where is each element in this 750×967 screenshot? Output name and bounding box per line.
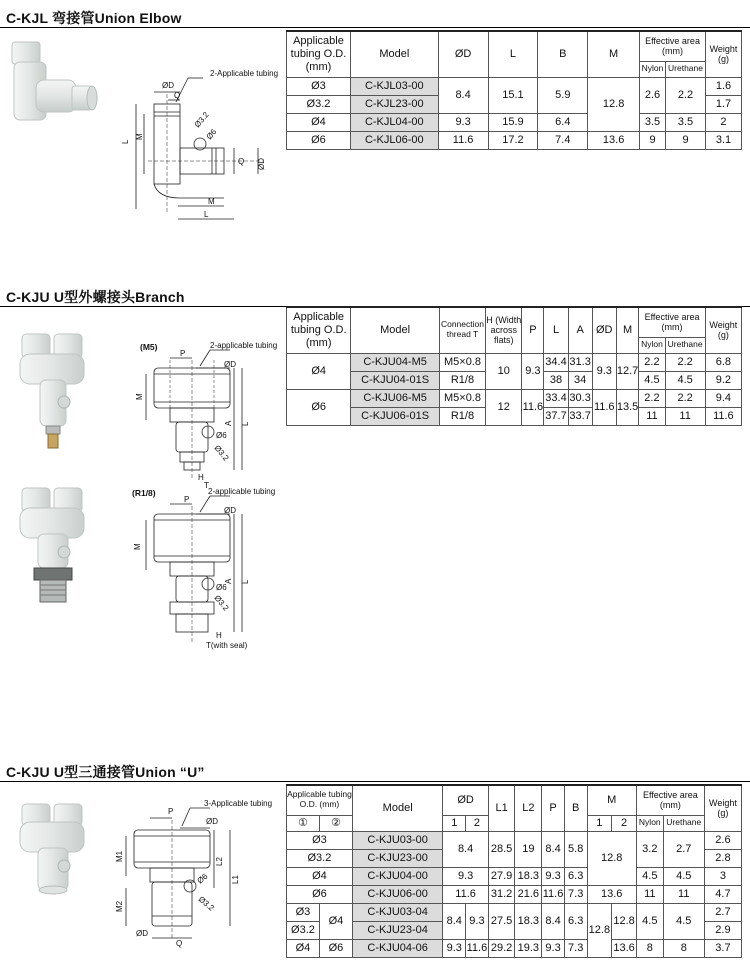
- table-row: [287, 885, 742, 903]
- col-header-nylon: Nylon: [639, 337, 665, 353]
- cell-l: 34.4: [544, 353, 568, 371]
- col-header-l2: L2: [515, 785, 542, 831]
- cell-l: 15.1: [488, 77, 538, 113]
- cell-connection-thread: R1/8: [439, 371, 485, 389]
- cell-p: 11.6: [542, 885, 565, 903]
- drawing-label-phi6: Ø6: [216, 583, 227, 592]
- cell-a: 34: [568, 371, 592, 389]
- col-header-od-1: 1: [443, 815, 466, 831]
- drawing-label-l2: L2: [215, 857, 224, 866]
- drawing-label-phi6: Ø6: [204, 127, 219, 142]
- branch-r18-product-photo: [18, 484, 88, 624]
- drawing-label-applicable: 2-applicable tubing: [210, 341, 278, 350]
- cell-l: 15.9: [488, 113, 538, 131]
- cell-m: 13.6: [587, 885, 636, 903]
- table-row: [287, 113, 742, 131]
- cell-model: C-KJU06-00: [352, 885, 443, 903]
- col-header-weight: Weight (g): [704, 785, 741, 831]
- cell-b: 6.3: [564, 903, 587, 939]
- col-header-urethane: Urethane: [665, 337, 705, 353]
- cell-tubing-2: Ø6: [319, 939, 352, 957]
- cell-weight: 3.1: [705, 131, 741, 149]
- cell-tubing: Ø6: [287, 885, 353, 903]
- table-row: [287, 389, 742, 407]
- cell-nylon: 4.5: [636, 903, 663, 939]
- section-title-branch: C-KJU U型外螺接头Branch: [6, 289, 185, 305]
- table-row: [287, 131, 742, 149]
- cell-urethane: 11: [665, 407, 705, 425]
- cell-b: 7.4: [538, 131, 588, 149]
- col-header-p: P: [542, 785, 565, 831]
- cell-nylon: 8: [636, 939, 663, 957]
- drawing-label-q: Q: [176, 939, 183, 948]
- drawing-label-phi6: Ø6: [195, 871, 210, 886]
- cell-weight: 6.8: [705, 353, 741, 371]
- cell-urethane: 4.5: [663, 903, 704, 939]
- cell-nylon: 2.2: [639, 353, 665, 371]
- drawing-label-od: ØD: [224, 506, 236, 515]
- cell-l1: 28.5: [488, 831, 515, 867]
- cell-model: C-KJL06-00: [350, 131, 438, 149]
- cell-od: 9.3: [592, 353, 616, 389]
- drawing-label-t: T(with seal): [206, 641, 248, 650]
- cell-urethane: 4.5: [665, 371, 705, 389]
- cell-b: 7.3: [564, 885, 587, 903]
- cell-model: C-KJU06-01S: [351, 407, 440, 425]
- col-header-model: Model: [351, 307, 440, 353]
- drawing-label-p: P: [168, 807, 174, 816]
- cell-l1: 27.9: [488, 867, 515, 885]
- cell-p: 11.6: [522, 389, 544, 425]
- cell-model: C-KJU04-06: [352, 939, 443, 957]
- section-title-union-u: C-KJU U型三通接管Union “U”: [6, 764, 205, 780]
- col-header-connection-thread: Connection thread T: [439, 307, 485, 353]
- col-header-model: Model: [350, 31, 438, 77]
- cell-l1: 29.2: [488, 939, 515, 957]
- cell-urethane: 9: [666, 131, 706, 149]
- drawing-caption: (M5): [140, 342, 158, 352]
- cell-nylon: 11: [639, 407, 665, 425]
- drawing-label-od: ØD: [224, 360, 236, 369]
- col-header-m-2: 2: [612, 815, 637, 831]
- elbow-technical-drawing: [118, 64, 278, 224]
- drawing-label-od2: ØD: [257, 158, 266, 170]
- cell-nylon: 9: [640, 131, 666, 149]
- cell-model: C-KJU23-04: [352, 921, 443, 939]
- cell-model: C-KJU23-00: [352, 849, 443, 867]
- branch-m5-product-photo: [18, 330, 88, 470]
- cell-tubing: Ø3: [287, 77, 351, 95]
- cell-m: 12.8: [588, 77, 640, 131]
- cell-model: C-KJU04-00: [352, 867, 443, 885]
- col-header-nylon: Nylon: [636, 815, 663, 831]
- drawing-label-applicable: 3-Applicable tubing: [204, 799, 273, 808]
- drawing-label-od-bottom: ØD: [136, 929, 148, 938]
- cell-b: 5.8: [564, 831, 587, 867]
- branch-spec-table: [286, 306, 742, 426]
- cell-urethane: 2.2: [666, 77, 706, 113]
- col-header-tubing: Applicable tubing O.D. (mm): [287, 307, 351, 353]
- elbow-spec-table: [286, 30, 742, 150]
- cell-od: 11.6: [592, 389, 616, 425]
- cell-tubing: Ø6: [287, 131, 351, 149]
- col-header-port-2: ②: [319, 815, 352, 831]
- cell-m-2: 13.6: [612, 939, 637, 957]
- drawing-label-a: A: [224, 578, 233, 584]
- union-u-technical-drawing: [110, 796, 273, 948]
- col-header-weight: Weight (g): [705, 31, 741, 77]
- drawing-label-m: M: [135, 133, 144, 140]
- cell-l: 33.4: [544, 389, 568, 407]
- cell-weight: 2: [705, 113, 741, 131]
- drawing-label-l2: L: [204, 210, 209, 219]
- col-header-model: Model: [352, 785, 443, 831]
- cell-nylon: 2.2: [639, 389, 665, 407]
- drawing-label-m2: M2: [115, 900, 124, 912]
- drawing-label-applicable: 2-applicable tubing: [208, 487, 276, 496]
- drawing-label-a: A: [224, 420, 233, 426]
- cell-urethane: 4.5: [663, 867, 704, 885]
- cell-weight: 1.7: [705, 95, 741, 113]
- cell-nylon: 4.5: [639, 371, 665, 389]
- cell-weight: 1.6: [705, 77, 741, 95]
- col-header-od: ØD: [592, 307, 616, 353]
- col-header-od-2: 2: [466, 815, 489, 831]
- cell-p: 9.3: [542, 867, 565, 885]
- cell-a: 30.3: [568, 389, 592, 407]
- table-row: [287, 353, 742, 371]
- cell-model: C-KJL04-00: [350, 113, 438, 131]
- cell-model: C-KJL23-00: [350, 95, 438, 113]
- cell-m-2: 12.8: [612, 903, 637, 939]
- col-header-b: B: [564, 785, 587, 831]
- drawing-label-l: L: [121, 139, 130, 144]
- drawing-label-t: T: [204, 481, 209, 490]
- col-header-eff-area: Effective area (mm): [639, 307, 705, 337]
- cell-nylon: 3.5: [640, 113, 666, 131]
- cell-tubing: Ø6: [287, 389, 351, 425]
- cell-l: 38: [544, 371, 568, 389]
- table-row: [287, 903, 742, 921]
- cell-weight: 4.7: [704, 885, 741, 903]
- cell-l2: 18.3: [515, 903, 542, 939]
- cell-tubing-1: Ø3.2: [287, 921, 320, 939]
- cell-connection-thread: M5×0.8: [439, 353, 485, 371]
- cell-weight: 2.6: [704, 831, 741, 849]
- col-header-p: P: [522, 307, 544, 353]
- cell-weight: 2.7: [704, 903, 741, 921]
- cell-weight: 11.6: [705, 407, 741, 425]
- cell-weight: 9.4: [705, 389, 741, 407]
- table-row: [287, 867, 742, 885]
- col-header-eff-area: Effective area (mm): [636, 785, 704, 815]
- cell-p: 8.4: [542, 903, 565, 939]
- drawing-caption: (R1/8): [132, 488, 156, 498]
- cell-connection-thread: R1/8: [439, 407, 485, 425]
- cell-l: 17.2: [488, 131, 538, 149]
- table-row: [287, 77, 742, 95]
- cell-tubing: Ø4: [287, 867, 353, 885]
- drawing-label-phi32: Ø3.2: [196, 894, 216, 913]
- cell-l2: 19: [515, 831, 542, 867]
- drawing-label-applicable: 2-Applicable tubing: [210, 69, 279, 78]
- cell-h: 10: [486, 353, 522, 389]
- cell-a: 33.7: [568, 407, 592, 425]
- drawing-label-l1: L1: [231, 875, 240, 884]
- drawing-label-h: H: [198, 473, 204, 482]
- section-rule: [0, 27, 750, 28]
- cell-l: 37.7: [544, 407, 568, 425]
- cell-tubing: Ø3.2: [287, 95, 351, 113]
- cell-tubing: Ø3.2: [287, 849, 353, 867]
- cell-p: 9.3: [522, 353, 544, 389]
- drawing-label-h: H: [216, 631, 222, 640]
- cell-od: 9.3: [438, 113, 488, 131]
- branch-r18-technical-drawing: [130, 486, 276, 652]
- cell-l1: 27.5: [488, 903, 515, 939]
- col-header-a: A: [568, 307, 592, 353]
- col-header-h: H (Width across flats): [486, 307, 522, 353]
- cell-b: 7.3: [564, 939, 587, 957]
- cell-urethane: 2.2: [665, 353, 705, 371]
- cell-od-2: 11.6: [466, 939, 489, 957]
- drawing-label-phi32: Ø3.2: [212, 443, 231, 463]
- cell-weight: 2.8: [704, 849, 741, 867]
- cell-urethane: 2.7: [663, 831, 704, 867]
- cell-urethane: 3.5: [666, 113, 706, 131]
- col-header-od: ØD: [443, 785, 488, 815]
- drawing-label-m1: M1: [115, 850, 124, 862]
- col-header-port-1: ①: [287, 815, 320, 831]
- drawing-label-l: L: [241, 579, 250, 584]
- cell-b: 6.3: [564, 867, 587, 885]
- union-u-product-photo: [18, 800, 88, 900]
- branch-m5-technical-drawing: [130, 340, 278, 490]
- cell-weight: 3.7: [704, 939, 741, 957]
- drawing-label-phi32: Ø3.2: [192, 110, 211, 130]
- col-header-b: B: [538, 31, 588, 77]
- drawing-label-q: Q: [174, 91, 181, 100]
- cell-model: C-KJU04-M5: [351, 353, 440, 371]
- cell-od: 11.6: [438, 131, 488, 149]
- cell-b: 5.9: [538, 77, 588, 113]
- cell-weight: 9.2: [705, 371, 741, 389]
- cell-nylon: 4.5: [636, 867, 663, 885]
- col-header-od: ØD: [438, 31, 488, 77]
- drawing-label-m: M: [133, 543, 142, 550]
- drawing-label-phi32: Ø3.2: [212, 593, 231, 613]
- cell-tubing: Ø4: [287, 113, 351, 131]
- cell-tubing-2: Ø4: [319, 903, 352, 939]
- drawing-label-q2: Q: [238, 157, 245, 166]
- col-header-weight: Weight (g): [705, 307, 741, 353]
- cell-od: 8.4: [443, 831, 488, 867]
- cell-model: C-KJU03-04: [352, 903, 443, 921]
- table-row: [287, 939, 742, 957]
- col-header-m: M: [616, 307, 639, 353]
- cell-model: C-KJU06-M5: [351, 389, 440, 407]
- col-header-eff-area: Effective area (mm): [640, 31, 706, 61]
- section-rule: [0, 781, 750, 782]
- cell-tubing: Ø4: [287, 353, 351, 389]
- col-header-m: M: [587, 785, 636, 815]
- col-header-l: L: [544, 307, 568, 353]
- cell-od-1: 8.4: [443, 903, 466, 939]
- cell-m: 12.8: [587, 831, 636, 885]
- cell-a: 31.3: [568, 353, 592, 371]
- cell-nylon: 11: [636, 885, 663, 903]
- drawing-label-p: P: [180, 349, 186, 358]
- cell-model: C-KJU03-00: [352, 831, 443, 849]
- cell-od-1: 9.3: [443, 939, 466, 957]
- cell-p: 8.4: [542, 831, 565, 867]
- cell-od-2: 9.3: [466, 903, 489, 939]
- drawing-label-od: ØD: [162, 81, 174, 90]
- cell-urethane: 8: [663, 939, 704, 957]
- col-header-nylon: Nylon: [640, 61, 666, 77]
- col-header-l: L: [488, 31, 538, 77]
- cell-m: 13.6: [588, 131, 640, 149]
- cell-l1: 31.2: [488, 885, 515, 903]
- cell-m-1: 12.8: [587, 903, 612, 957]
- cell-weight: 3: [704, 867, 741, 885]
- cell-h: 12: [486, 389, 522, 425]
- col-header-m-1: 1: [587, 815, 612, 831]
- elbow-product-photo: [6, 40, 106, 140]
- cell-model: C-KJU04-01S: [351, 371, 440, 389]
- col-header-tubing: Applicable tubing O.D. (mm): [287, 31, 351, 77]
- section-title-elbow: C-KJL 弯接管Union Elbow: [6, 10, 182, 26]
- col-header-l1: L1: [488, 785, 515, 831]
- cell-model: C-KJL03-00: [350, 77, 438, 95]
- drawing-label-phi6: Ø6: [216, 431, 227, 440]
- cell-l2: 19.3: [515, 939, 542, 957]
- cell-tubing-1: Ø3: [287, 903, 320, 921]
- drawing-label-m2: M: [208, 197, 215, 206]
- cell-nylon: 3.2: [636, 831, 663, 867]
- col-header-m: M: [588, 31, 640, 77]
- cell-urethane: 2.2: [665, 389, 705, 407]
- cell-tubing: Ø3: [287, 831, 353, 849]
- cell-nylon: 2.6: [640, 77, 666, 113]
- drawing-label-l: L: [241, 421, 250, 426]
- cell-l2: 21.6: [515, 885, 542, 903]
- union-u-spec-table: [286, 784, 742, 958]
- table-row: [287, 831, 742, 849]
- cell-b: 6.4: [538, 113, 588, 131]
- cell-weight: 2.9: [704, 921, 741, 939]
- drawing-label-p: P: [184, 495, 190, 504]
- cell-od: 11.6: [443, 885, 488, 903]
- cell-od: 8.4: [438, 77, 488, 113]
- cell-connection-thread: M5×0.8: [439, 389, 485, 407]
- col-header-urethane: Urethane: [663, 815, 704, 831]
- cell-p: 9.3: [542, 939, 565, 957]
- cell-urethane: 11: [663, 885, 704, 903]
- cell-l2: 18.3: [515, 867, 542, 885]
- cell-tubing-1: Ø4: [287, 939, 320, 957]
- drawing-label-m: M: [135, 393, 144, 400]
- cell-m: 13.5: [616, 389, 639, 425]
- col-header-urethane: Urethane: [666, 61, 706, 77]
- drawing-label-od: ØD: [206, 817, 218, 826]
- cell-od: 9.3: [443, 867, 488, 885]
- cell-m: 12.7: [616, 353, 639, 389]
- col-header-tubing: Applicable tubing O.D. (mm): [287, 785, 353, 815]
